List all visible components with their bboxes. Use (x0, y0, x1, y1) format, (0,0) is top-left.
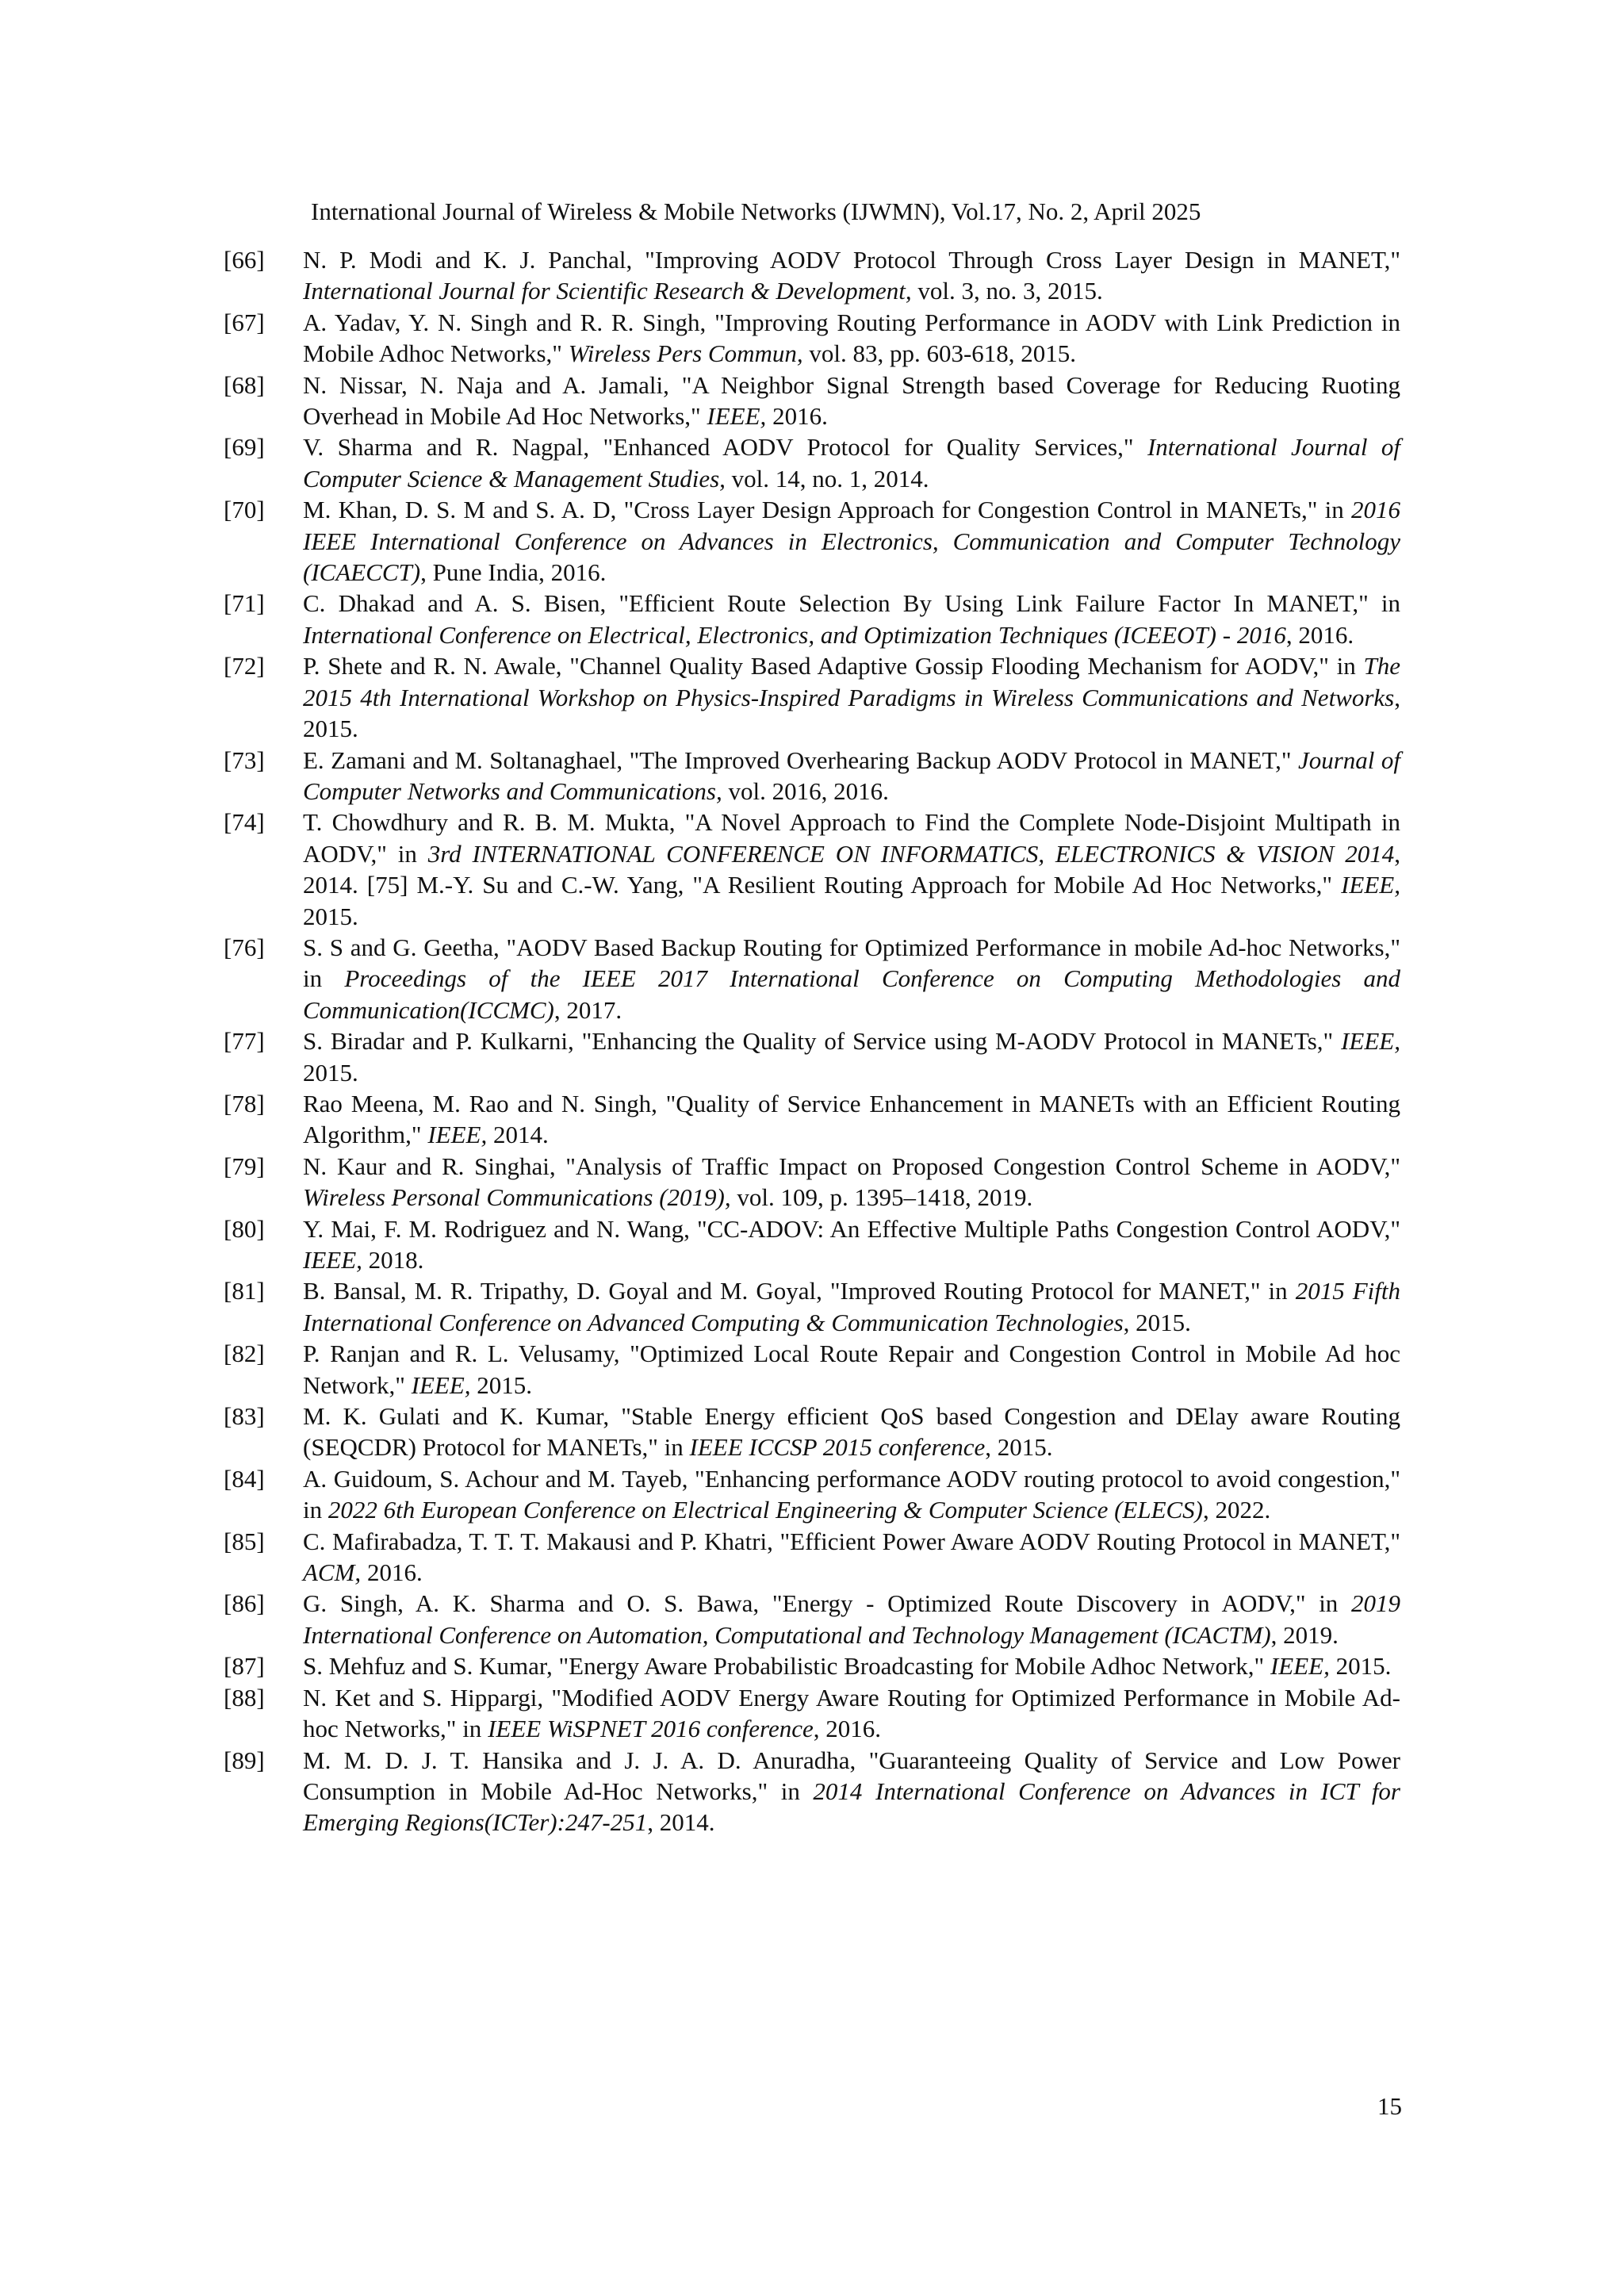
reference-text (303, 1025, 1400, 1088)
reference-text (303, 431, 1400, 494)
reference-text (303, 1151, 1400, 1213)
reference-segment: N. Kaur and R. Singhai, "Analysis of Traffic Impact on Proposed Congestion Control Scheme in AODV," (303, 1152, 1400, 1180)
page-number: 15 (1377, 2092, 1402, 2120)
reference-segment: 2015. (470, 1370, 533, 1399)
reference-item (224, 807, 1400, 932)
reference-venue: IEEE WiSPNET 2016 conference (488, 1715, 814, 1743)
reference-venue: International Conference on Electrical, Electronics, and Optimization Techniques (ICEEOT) - 2016 (303, 620, 1286, 649)
reference-segment: , 2017. (553, 995, 622, 1024)
reference-segment: M. Khan, D. S. M and S. A. D, "Cross Layer Design Approach for Congestion Control in MANETs," in (303, 496, 1351, 524)
reference-segment: vol. 2016, 2016. (722, 776, 889, 805)
reference-text (303, 1745, 1400, 1838)
reference-segment: G. Singh, A. K. Sharma and O. S. Bawa, "Energy - Optimized Route Discovery in AODV," in (303, 1589, 1351, 1618)
reference-item (224, 370, 1400, 432)
reference-segment: vol. 109, p. 1395–1418, 2019. (730, 1183, 1033, 1212)
reference-item (224, 307, 1400, 370)
reference-item (224, 1682, 1400, 1745)
reference-venue: IEEE, (1341, 871, 1400, 899)
reference-segment: E. Zamani and M. Soltanaghael, "The Improved Overhearing Backup AODV Protocol in MANET," (303, 746, 1298, 774)
reference-segment: , 2015. (1123, 1308, 1191, 1336)
reference-number: [87] (224, 1652, 265, 1681)
reference-segment: C. Mafirabadza, T. T. T. Makausi and P. Khatri, "Efficient Power Aware AODV Routing Protocol in MANET," (303, 1527, 1400, 1555)
reference-number: [70] (224, 496, 265, 524)
reference-segment: V. Sharma and R. Nagpal, "Enhanced AODV Protocol for Quality Services," (303, 433, 1147, 462)
reference-item (224, 431, 1400, 494)
reference-item (224, 650, 1400, 744)
reference-segment: A. Yadav, Y. N. Singh and R. R. Singh, "Improving Routing Performance in AODV with Link Prediction in Mobile Adhoc Networks," (303, 308, 1400, 368)
reference-venue: 3rd INTERNATIONAL CONFERENCE ON INFORMATICS, ELECTRONICS & VISION 2014 (427, 839, 1395, 868)
reference-item (224, 745, 1400, 807)
reference-segment: vol. 14, no. 1, 2014. (725, 464, 929, 493)
reference-venue: 2014 International Conference on Advances in ICT for Emerging Regions(ICTer):247-251 (303, 1777, 1400, 1837)
reference-venue: International Journal of Computer Science & Management Studies, (303, 433, 1400, 493)
reference-item (224, 1213, 1400, 1276)
reference-item (224, 932, 1400, 1025)
reference-item (224, 1151, 1400, 1213)
reference-venue: IEEE, (427, 1121, 488, 1149)
reference-text (303, 244, 1400, 307)
reference-text (303, 370, 1400, 432)
reference-item (224, 1338, 1400, 1401)
reference-number: [82] (224, 1340, 265, 1368)
reference-segment: , Pune India, 2016. (420, 558, 607, 587)
reference-segment: , 2015. (985, 1433, 1053, 1462)
reference-segment: 2015. (1329, 1652, 1392, 1681)
reference-segment: , 2022. (1203, 1496, 1271, 1524)
reference-segment: , 2014. (647, 1808, 715, 1837)
reference-segment: S. Mehfuz and S. Kumar, "Energy Aware Probabilistic Broadcasting for Mobile Adhoc Network," (303, 1652, 1270, 1681)
reference-segment: , 2016. (1285, 620, 1354, 649)
reference-text (303, 1338, 1400, 1401)
reference-segment: S. S and G. Geetha, "AODV Based Backup Routing for Optimized Performance in mobile Ad-hoc Networks," in (303, 933, 1400, 993)
reference-segment: C. Dhakad and A. S. Bisen, "Efficient Route Selection By Using Link Failure Factor In MANET," in (303, 589, 1400, 618)
reference-item (224, 1526, 1400, 1589)
reference-text (303, 494, 1400, 588)
reference-segment: M. K. Gulati and K. Kumar, "Stable Energy efficient QoS based Congestion and DElay aware Routing (SEQCDR) Protocol for MANETs," in (303, 1402, 1400, 1462)
reference-segment: M. M. D. J. T. Hansika and J. J. A. D. Anuradha, "Guaranteeing Quality of Service and Low Power Consumption in Mobile Ad-Hoc Networks," in (303, 1746, 1400, 1805)
reference-segment: , 2014. [75] M.-Y. Su and C.-W. Yang, "A Resilient Routing Approach for Mobile Ad Hoc Networks," (303, 839, 1400, 899)
reference-number: [86] (224, 1589, 265, 1618)
reference-number: [71] (224, 589, 265, 618)
reference-venue: IEEE, (707, 402, 767, 431)
reference-venue: 2022 6th European Conference on Electrical Engineering & Computer Science (ELECS) (327, 1496, 1204, 1524)
reference-venue: IEEE, (303, 1246, 362, 1274)
reference-segment: vol. 83, pp. 603-618, 2015. (802, 339, 1077, 368)
reference-segment: N. Nissar, N. Naja and A. Jamali, "A Neighbor Signal Strength based Coverage for Reducing Ruoting Overhead in Mobile Ad Hoc Networks," (303, 370, 1400, 431)
reference-venue: IEEE, (1270, 1652, 1330, 1681)
reference-text (303, 650, 1400, 744)
reference-number: [79] (224, 1152, 265, 1180)
reference-number: [89] (224, 1746, 265, 1774)
reference-number: [76] (224, 933, 265, 961)
reference-item (224, 1401, 1400, 1463)
reference-number: [88] (224, 1683, 265, 1711)
reference-text (303, 745, 1400, 807)
reference-text (303, 1088, 1400, 1151)
reference-text (303, 1213, 1400, 1276)
reference-venue: The 2015 4th International Workshop on Physics-Inspired Paradigms in Wireless Communications and Networks (303, 652, 1400, 711)
reference-number: [80] (224, 1214, 265, 1243)
reference-venue: ACM, (303, 1558, 362, 1587)
reference-venue: 2015 Fifth International Conference on Advanced Computing & Communication Technologies (303, 1277, 1401, 1336)
reference-venue: Proceedings of the IEEE 2017 International Conference on Computing Methodologies and Communication(ICCMC) (303, 964, 1400, 1024)
reference-number: [74] (224, 808, 265, 837)
reference-number: [73] (224, 746, 265, 774)
reference-number: [77] (224, 1027, 265, 1056)
reference-segment: 2018. (362, 1246, 424, 1274)
reference-item (224, 588, 1400, 650)
reference-text (303, 307, 1400, 370)
reference-text (303, 1650, 1400, 1681)
reference-item (224, 1588, 1400, 1650)
reference-segment: 2016. (361, 1558, 423, 1587)
reference-venue: Wireless Pers Commun, (568, 339, 803, 368)
reference-number: [69] (224, 433, 265, 462)
reference-segment: P. Ranjan and R. L. Velusamy, "Optimized Local Route Repair and Congestion Control in Mobile Ad hoc Network," (303, 1340, 1400, 1399)
reference-segment: A. Guidoum, S. Achour and M. Tayeb, "Enhancing performance AODV routing protocol to avoid congestion," in (303, 1464, 1400, 1524)
reference-venue: Wireless Personal Communications (2019), (303, 1183, 731, 1212)
reference-segment: B. Bansal, M. R. Tripathy, D. Goyal and M. Goyal, "Improved Routing Protocol for MANET," in (303, 1277, 1296, 1305)
reference-segment: P. Shete and R. N. Awale, "Channel Quality Based Adaptive Gossip Flooding Mechanism for AODV," in (303, 652, 1364, 680)
reference-venue: Journal of Computer Networks and Communications, (303, 746, 1400, 805)
reference-text (303, 1588, 1400, 1650)
reference-number: [81] (224, 1277, 265, 1305)
reference-item (224, 1275, 1400, 1338)
reference-item (224, 244, 1400, 307)
reference-venue: International Journal for Scientific Research & Development, (303, 277, 912, 305)
reference-number: [84] (224, 1464, 265, 1493)
reference-text (303, 1682, 1400, 1745)
reference-number: [67] (224, 308, 265, 336)
reference-item (224, 1650, 1400, 1681)
reference-item (224, 1745, 1400, 1838)
reference-segment: N. Ket and S. Hippargi, "Modified AODV Energy Aware Routing for Optimized Performance in Mobile Ad-hoc Networks," in (303, 1683, 1400, 1743)
reference-segment: , 2019. (1270, 1620, 1339, 1649)
reference-segment: 2016. (766, 402, 828, 431)
reference-text (303, 1526, 1400, 1589)
reference-text (303, 1275, 1400, 1338)
reference-item (224, 1088, 1400, 1151)
reference-segment: 2014. (487, 1121, 549, 1149)
reference-segment: Y. Mai, F. M. Rodriguez and N. Wang, "CC-ADOV: An Effective Multiple Paths Congestion Control AODV," (303, 1214, 1400, 1243)
reference-number: [85] (224, 1527, 265, 1555)
reference-item (224, 1463, 1400, 1526)
reference-number: [83] (224, 1402, 265, 1431)
reference-list (224, 244, 1400, 1838)
reference-segment: 2015. (303, 902, 358, 930)
reference-number: [68] (224, 370, 265, 399)
reference-venue: IEEE ICCSP 2015 conference (689, 1433, 986, 1462)
reference-segment: N. P. Modi and K. J. Panchal, "Improving AODV Protocol Through Cross Layer Design in MANET," (303, 246, 1400, 274)
reference-item (224, 1025, 1400, 1088)
reference-text (303, 1401, 1400, 1463)
reference-number: [66] (224, 246, 265, 274)
reference-segment: 2015. (303, 1058, 358, 1087)
reference-segment: vol. 3, no. 3, 2015. (911, 277, 1103, 305)
reference-segment: T. Chowdhury and R. B. M. Mukta, "A Novel Approach to Find the Complete Node-Disjoint Multipath in AODV," in (303, 808, 1400, 868)
reference-segment: , 2016. (813, 1715, 881, 1743)
reference-text (303, 807, 1400, 932)
journal-header: International Journal of Wireless & Mobile Networks (IJWMN), Vol.17, No. 2, April 2025 (311, 197, 1201, 225)
reference-venue: IEEE, (411, 1370, 471, 1399)
reference-text (303, 1463, 1400, 1526)
reference-text (303, 932, 1400, 1025)
reference-number: [78] (224, 1089, 265, 1117)
reference-segment: Rao Meena, M. Rao and N. Singh, "Quality of Service Enhancement in MANETs with an Efficient Routing Algorithm," (303, 1089, 1400, 1149)
reference-text (303, 588, 1400, 650)
reference-number: [72] (224, 652, 265, 680)
reference-venue: IEEE, (1341, 1027, 1400, 1056)
reference-segment: , 2015. (303, 683, 1400, 743)
reference-segment: S. Biradar and P. Kulkarni, "Enhancing the Quality of Service using M-AODV Protocol in MANETs," (303, 1027, 1342, 1056)
reference-item (224, 494, 1400, 588)
reference-venue: 2019 International Conference on Automation, Computational and Technology Management (ICACTM) (303, 1589, 1400, 1649)
reference-venue: 2016 IEEE International Conference on Advances in Electronics, Communication and Computer Technology (ICAECCT) (303, 496, 1400, 587)
